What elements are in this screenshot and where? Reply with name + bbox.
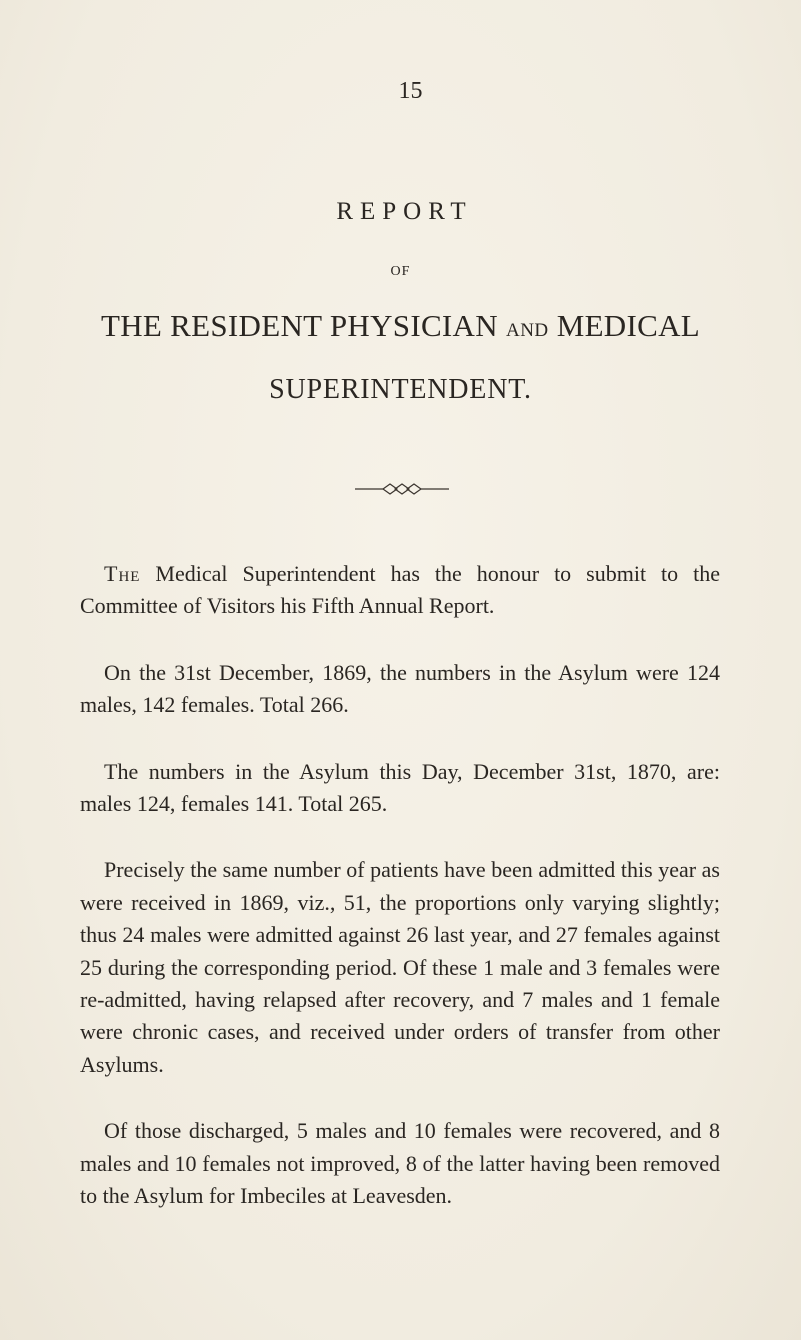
title-and: AND — [505, 320, 549, 341]
page-number: 15 — [398, 78, 423, 104]
title-line-1 — [0, 308, 801, 344]
title-line-1-part-b: MEDICAL — [548, 308, 701, 343]
paragraph-1869-numbers: On the 31st December, 1869, the numbers in the Asylum were 124 males, 142 females. Total 266. — [80, 659, 720, 718]
paragraph-lead-word: The — [104, 561, 141, 586]
paragraph-discharges: Of those discharged, 5 males and 10 females were recovered, and 8 males and 10 females not improved, 8 of the latter having been removed to the Asylum for Imbeciles at Leavesden. — [80, 1118, 720, 1209]
title-line-2: SUPERINTENDENT. — [269, 374, 532, 405]
title-line-1-part-a: THE RESIDENT PHYSICIAN — [100, 308, 506, 343]
double-diamond-rule-icon — [0, 482, 801, 496]
paragraph-admissions: Precisely the same number of patients have been admitted this year as were received in 1869, viz., 51, the proportions only varying slightly; thus 24 males were admitted against 26 last year, and 27 females against 25 during the corresponding period. Of these 1 male and 3 females were re-admitted, having relapsed after recovery, and 7 males and 1 female were chronic cases, and received under orders of transfer from other Asylums. — [80, 857, 720, 1077]
paragraph-intro-text: Medical Superintendent has the honour to submit to the Committee of Visitors his Fifth Annual Report. — [80, 561, 720, 619]
paragraph-intro — [80, 558, 720, 623]
paragraph-1870-numbers: The numbers in the Asylum this Day, December 31st, 1870, are: males 124, females 141. Total 265. — [80, 758, 720, 817]
report-heading: REPORT — [336, 198, 473, 225]
heading-of: OF — [390, 264, 411, 279]
report-body — [80, 558, 720, 1213]
